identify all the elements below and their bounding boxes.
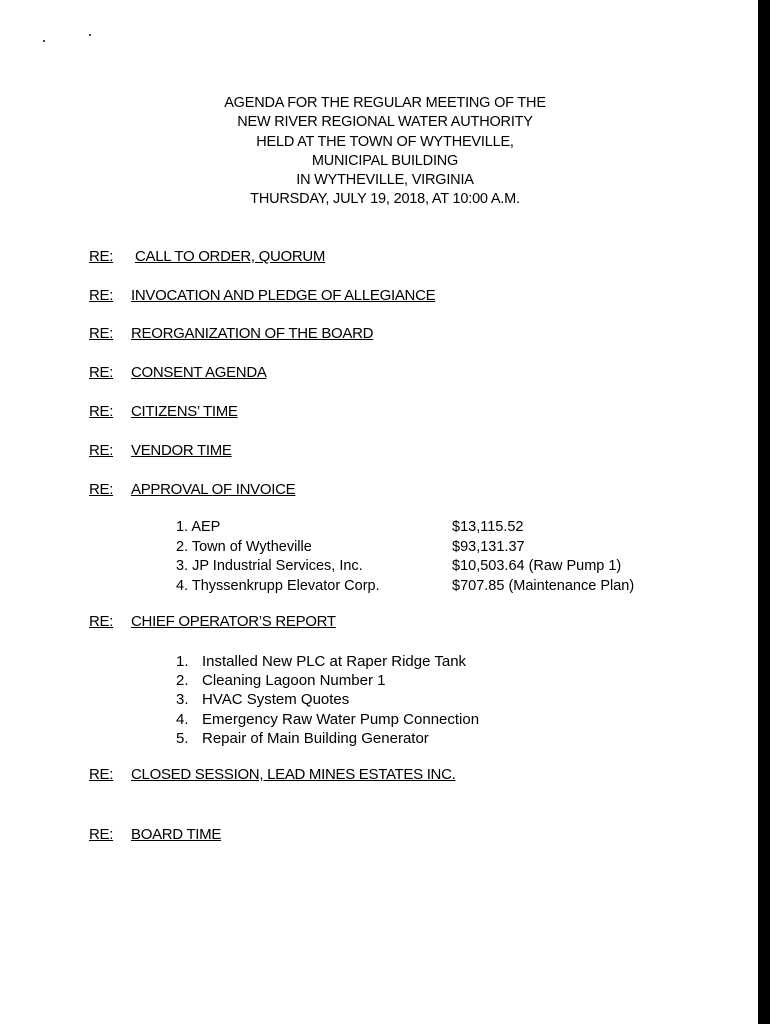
report-item-number: 3. (176, 691, 189, 709)
agenda-item-title: CHIEF OPERATOR’S REPORT (131, 613, 336, 630)
agenda-item-title: APPROVAL OF INVOICE (131, 481, 296, 498)
agenda-item-invocation (89, 287, 435, 304)
invoice-vendor: 1. AEP (176, 519, 221, 535)
header-line: MUNICIPAL BUILDING (311, 152, 459, 169)
report-item (176, 729, 479, 748)
report-item-text: HVAC System Quotes (202, 691, 350, 709)
agenda-item-title: CLOSED SESSION, LEAD MINES ESTATES INC. (131, 766, 456, 783)
re-prefix: RE: (89, 613, 114, 630)
agenda-item-title: INVOCATION AND PLEDGE OF ALLEGIANCE (131, 287, 436, 304)
invoice-amount: $13,115.52 (452, 519, 524, 535)
report-item-number: 4. (176, 710, 189, 728)
re-prefix: RE: (89, 481, 114, 498)
scan-speck (43, 40, 45, 42)
invoice-amount: $10,503.64 (Raw Pump 1) (452, 558, 622, 574)
header-line: NEW RIVER REGIONAL WATER AUTHORITY (237, 114, 533, 131)
header-line: IN WYTHEVILLE, VIRGINIA (296, 172, 474, 189)
invoice-vendor: 2. Town of Wytheville (176, 538, 312, 555)
report-item-number: 1. (176, 653, 189, 670)
invoice-amount: $707.85 (Maintenance Plan) (452, 577, 635, 594)
agenda-item-vendor-time (89, 442, 232, 459)
agenda-item-title: REORGANIZATION OF THE BOARD (131, 325, 374, 342)
report-item (176, 671, 479, 690)
report-item-text: Cleaning Lagoon Number 1 (202, 672, 386, 690)
header-line: AGENDA FOR THE REGULAR MEETING OF THE (224, 95, 546, 111)
agenda-item-reorganization (89, 325, 373, 342)
report-item-text: Repair of Main Building Generator (202, 729, 429, 747)
report-item-number: 2. (176, 672, 189, 690)
invoice-vendor: 4. Thyssenkrupp Elevator Corp. (176, 577, 380, 594)
report-item (176, 710, 479, 729)
report-item-text: Emergency Raw Water Pump Connection (202, 710, 480, 728)
report-item-number: 5. (176, 729, 189, 747)
operator-report-list (176, 652, 479, 748)
invoice-amount: $93,131.37 (452, 538, 525, 555)
scan-edge-bar (758, 0, 770, 1024)
re-prefix: RE: (89, 248, 114, 265)
re-prefix: RE: (89, 766, 114, 783)
agenda-item-board-time (89, 826, 221, 843)
scan-speck (89, 34, 91, 36)
agenda-item-title: CONSENT AGENDA (131, 364, 267, 381)
re-prefix: RE: (89, 325, 114, 342)
re-prefix: RE: (89, 403, 114, 420)
header-line: THURSDAY, JULY 19, 2018, AT 10:00 A.M. (250, 191, 520, 208)
agenda-item-call-to-order (89, 248, 325, 265)
re-prefix: RE: (89, 287, 114, 304)
header-line: HELD AT THE TOWN OF WYTHEVILLE, (256, 133, 514, 150)
agenda-item-chief-operator-report (89, 613, 336, 630)
report-item (176, 652, 479, 671)
invoice-vendor: 3. JP Industrial Services, Inc. (176, 558, 363, 574)
agenda-item-title: BOARD TIME (131, 826, 222, 843)
agenda-header (130, 94, 640, 210)
re-prefix: RE: (89, 364, 114, 381)
agenda-item-consent-agenda (89, 364, 267, 381)
report-item (176, 690, 479, 709)
report-item-text: Installed New PLC at Raper Ridge Tank (202, 653, 467, 670)
agenda-item-title: VENDOR TIME (131, 442, 232, 459)
re-prefix: RE: (89, 442, 114, 459)
agenda-item-title: CITIZENS’ TIME (131, 403, 238, 420)
agenda-item-title: CALL TO ORDER, QUORUM (135, 248, 326, 265)
agenda-item-approval-of-invoice (89, 481, 295, 498)
re-prefix: RE: (89, 826, 114, 843)
agenda-item-citizens-time (89, 403, 238, 420)
agenda-item-closed-session (89, 766, 456, 783)
